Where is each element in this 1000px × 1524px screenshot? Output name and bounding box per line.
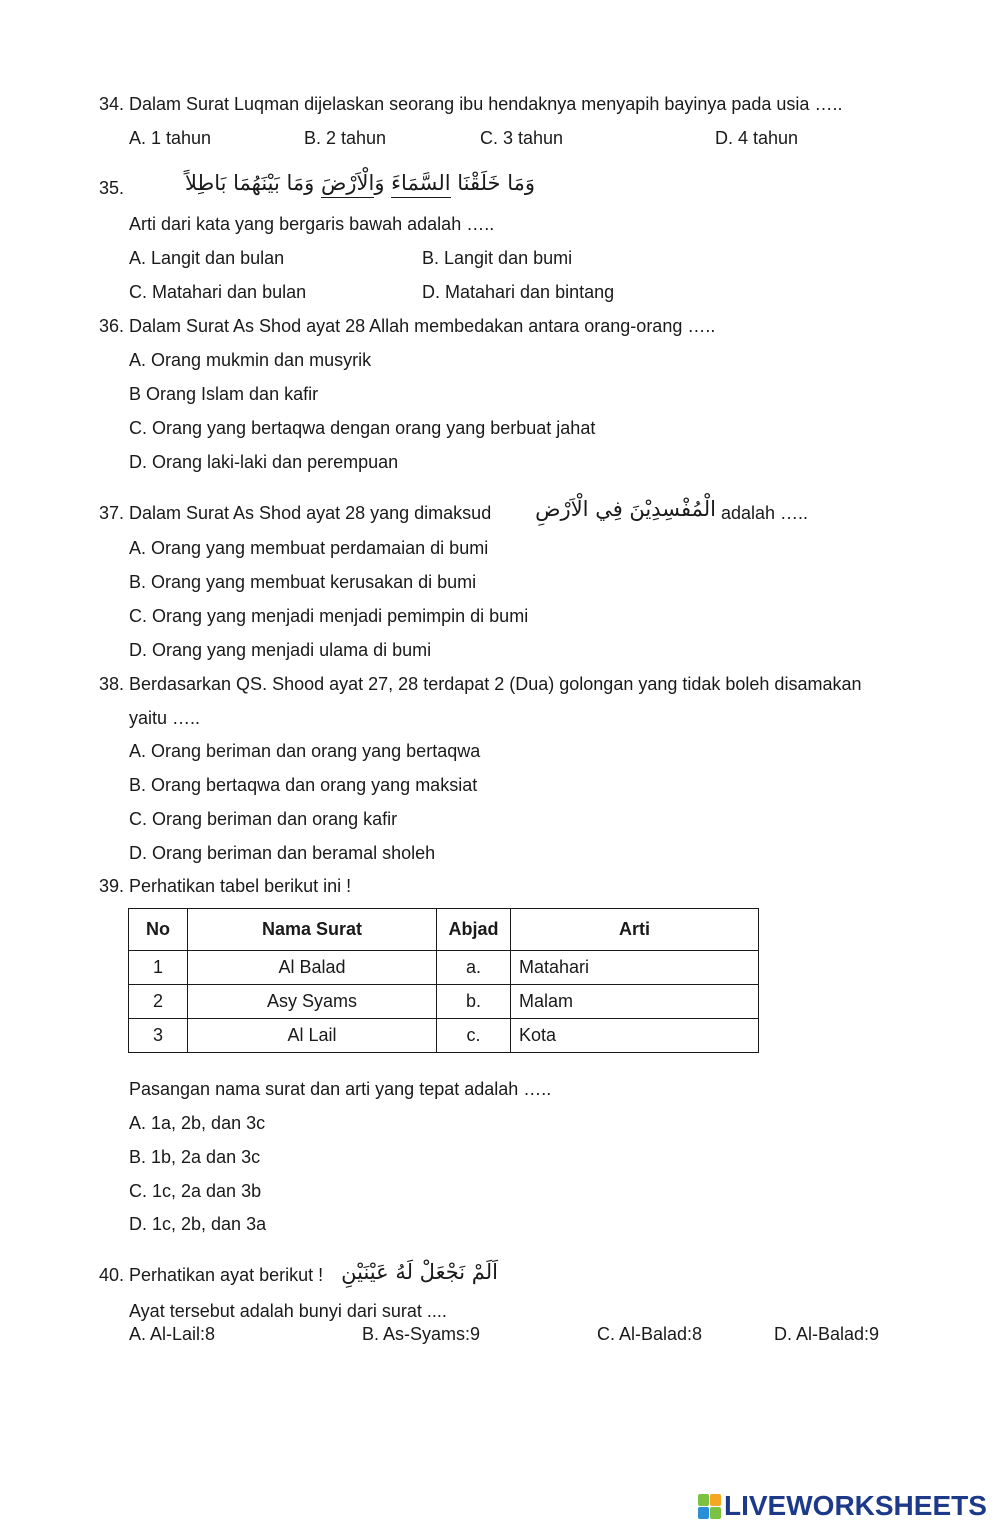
q38-number: 38. — [99, 674, 125, 694]
table-cell-arti: Kota — [511, 1019, 759, 1053]
q35-arabic-verse: وَمَا خَلَقْنَا السَّمَاءَ وَالْاَرْضَ وَمَا بَيْنَهُمَا بَاطِلاً — [130, 170, 535, 196]
q36-option-c[interactable]: C. Orang yang bertaqwa dengan orang yang berbuat jahat — [129, 418, 596, 438]
table-cell-arti: Malam — [511, 985, 759, 1019]
table-cell-no: 1 — [129, 951, 188, 985]
q40-option-a[interactable]: A. Al-Lail:8 — [129, 1324, 216, 1344]
table-cell-arti: Matahari — [511, 951, 759, 985]
table-header-row — [129, 909, 759, 951]
table-cell-abjad: a. — [437, 951, 511, 985]
q40-option-c[interactable]: C. Al-Balad:8 — [597, 1324, 703, 1344]
table-cell-abjad: c. — [437, 1019, 511, 1053]
q40-number: 40. — [99, 1265, 125, 1285]
q37-option-c[interactable]: C. Orang yang menjadi menjadi pemimpin di bumi — [129, 606, 529, 626]
q34-option-d[interactable]: D. 4 tahun — [715, 128, 799, 148]
q34-option-b[interactable]: B. 2 tahun — [304, 128, 387, 148]
table-row — [129, 1019, 759, 1053]
q37-option-d[interactable]: D. Orang yang menjadi ulama di bumi — [129, 640, 432, 660]
logo-text: LIVEWORKSHEETS — [724, 1490, 987, 1521]
q39-option-c[interactable]: C. 1c, 2a dan 3b — [129, 1181, 262, 1201]
q39-number: 39. — [99, 876, 125, 896]
q38-option-c[interactable]: C. Orang beriman dan orang kafir — [129, 809, 398, 829]
q38-option-a[interactable]: A. Orang beriman dan orang yang bertaqwa — [129, 741, 481, 761]
q38-text-line1: Berdasarkan QS. Shood ayat 27, 28 terdapat 2 (Dua) golongan yang tidak boleh disamakan — [129, 674, 862, 694]
q35-underlined-word-2: الْاَرْضَ — [321, 171, 374, 198]
q37-option-a[interactable]: A. Orang yang membuat perdamaian di bumi — [129, 538, 489, 558]
q34-text: Dalam Surat Luqman dijelaskan seorang ibu hendaknya menyapih bayinya pada usia ….. — [129, 94, 843, 114]
surah-table — [128, 908, 759, 1053]
q35-option-b[interactable]: B. Langit dan bumi — [422, 248, 573, 268]
q39-option-d[interactable]: D. 1c, 2b, dan 3a — [129, 1214, 267, 1234]
table-header-no: No — [129, 909, 188, 951]
table-cell-surat: Al Balad — [188, 951, 437, 985]
q39-option-b[interactable]: B. 1b, 2a dan 3c — [129, 1147, 261, 1167]
q37-text-post: adalah ….. — [721, 503, 809, 523]
table-cell-abjad: b. — [437, 985, 511, 1019]
q40-question: Ayat tersebut adalah bunyi dari surat .... — [129, 1301, 447, 1321]
q35-option-c[interactable]: C. Matahari dan bulan — [129, 282, 307, 302]
q38-text-line2: yaitu ….. — [129, 708, 201, 728]
q36-option-b[interactable]: B Orang Islam dan kafir — [129, 384, 319, 404]
q35-underlined-word-1: السَّمَاءَ — [391, 171, 450, 198]
table-cell-surat: Al Lail — [188, 1019, 437, 1053]
table-header-abjad: Abjad — [437, 909, 511, 951]
q39-question: Pasangan nama surat dan arti yang tepat adalah ….. — [129, 1079, 552, 1099]
q38-option-d[interactable]: D. Orang beriman dan beramal sholeh — [129, 843, 436, 863]
q34-option-c[interactable]: C. 3 tahun — [480, 128, 564, 148]
q35-text: Arti dari kata yang bergaris bawah adalah ….. — [129, 214, 495, 234]
q35-option-a[interactable]: A. Langit dan bulan — [129, 248, 285, 268]
q40-arabic-verse: اَلَمْ نَجْعَلْ لَهُ عَيْنَيْنِ — [341, 1260, 498, 1284]
q36-option-a[interactable]: A. Orang mukmin dan musyrik — [129, 350, 372, 370]
q35-option-d[interactable]: D. Matahari dan bintang — [422, 282, 615, 302]
q36-option-d[interactable]: D. Orang laki-laki dan perempuan — [129, 452, 399, 472]
q38-option-b[interactable]: B. Orang bertaqwa dan orang yang maksiat — [129, 775, 478, 795]
table-header-arti: Arti — [511, 909, 759, 951]
q36-number: 36. — [99, 316, 125, 336]
q34-number: 34. — [99, 94, 125, 114]
q39-option-a[interactable]: A. 1a, 2b, dan 3c — [129, 1113, 266, 1133]
q36-text: Dalam Surat As Shod ayat 28 Allah membedakan antara orang-orang ….. — [129, 316, 716, 336]
q37-text-pre: Dalam Surat As Shod ayat 28 yang dimaksud — [129, 503, 492, 523]
table-row — [129, 951, 759, 985]
q37-arabic-phrase: الْمُفْسِدِيْنَ فِي الْاَرْضِ — [535, 497, 716, 521]
table-cell-no: 3 — [129, 1019, 188, 1053]
table-row — [129, 985, 759, 1019]
q34-option-a[interactable]: A. 1 tahun — [129, 128, 212, 148]
table-header-nama-surat: Nama Surat — [188, 909, 437, 951]
q40-option-b[interactable]: B. As-Syams:9 — [362, 1324, 481, 1344]
q39-text: Perhatikan tabel berikut ini ! — [129, 876, 352, 896]
q37-option-b[interactable]: B. Orang yang membuat kerusakan di bumi — [129, 572, 477, 592]
table-cell-no: 2 — [129, 985, 188, 1019]
liveworksheets-logo[interactable] — [698, 1490, 987, 1522]
q40-option-d[interactable]: D. Al-Balad:9 — [774, 1324, 880, 1344]
table-cell-surat: Asy Syams — [188, 985, 437, 1019]
liveworksheets-logo-icon — [698, 1494, 720, 1518]
q37-number: 37. — [99, 503, 125, 523]
q35-number: 35. — [99, 178, 125, 198]
q40-text: Perhatikan ayat berikut ! — [129, 1265, 324, 1285]
